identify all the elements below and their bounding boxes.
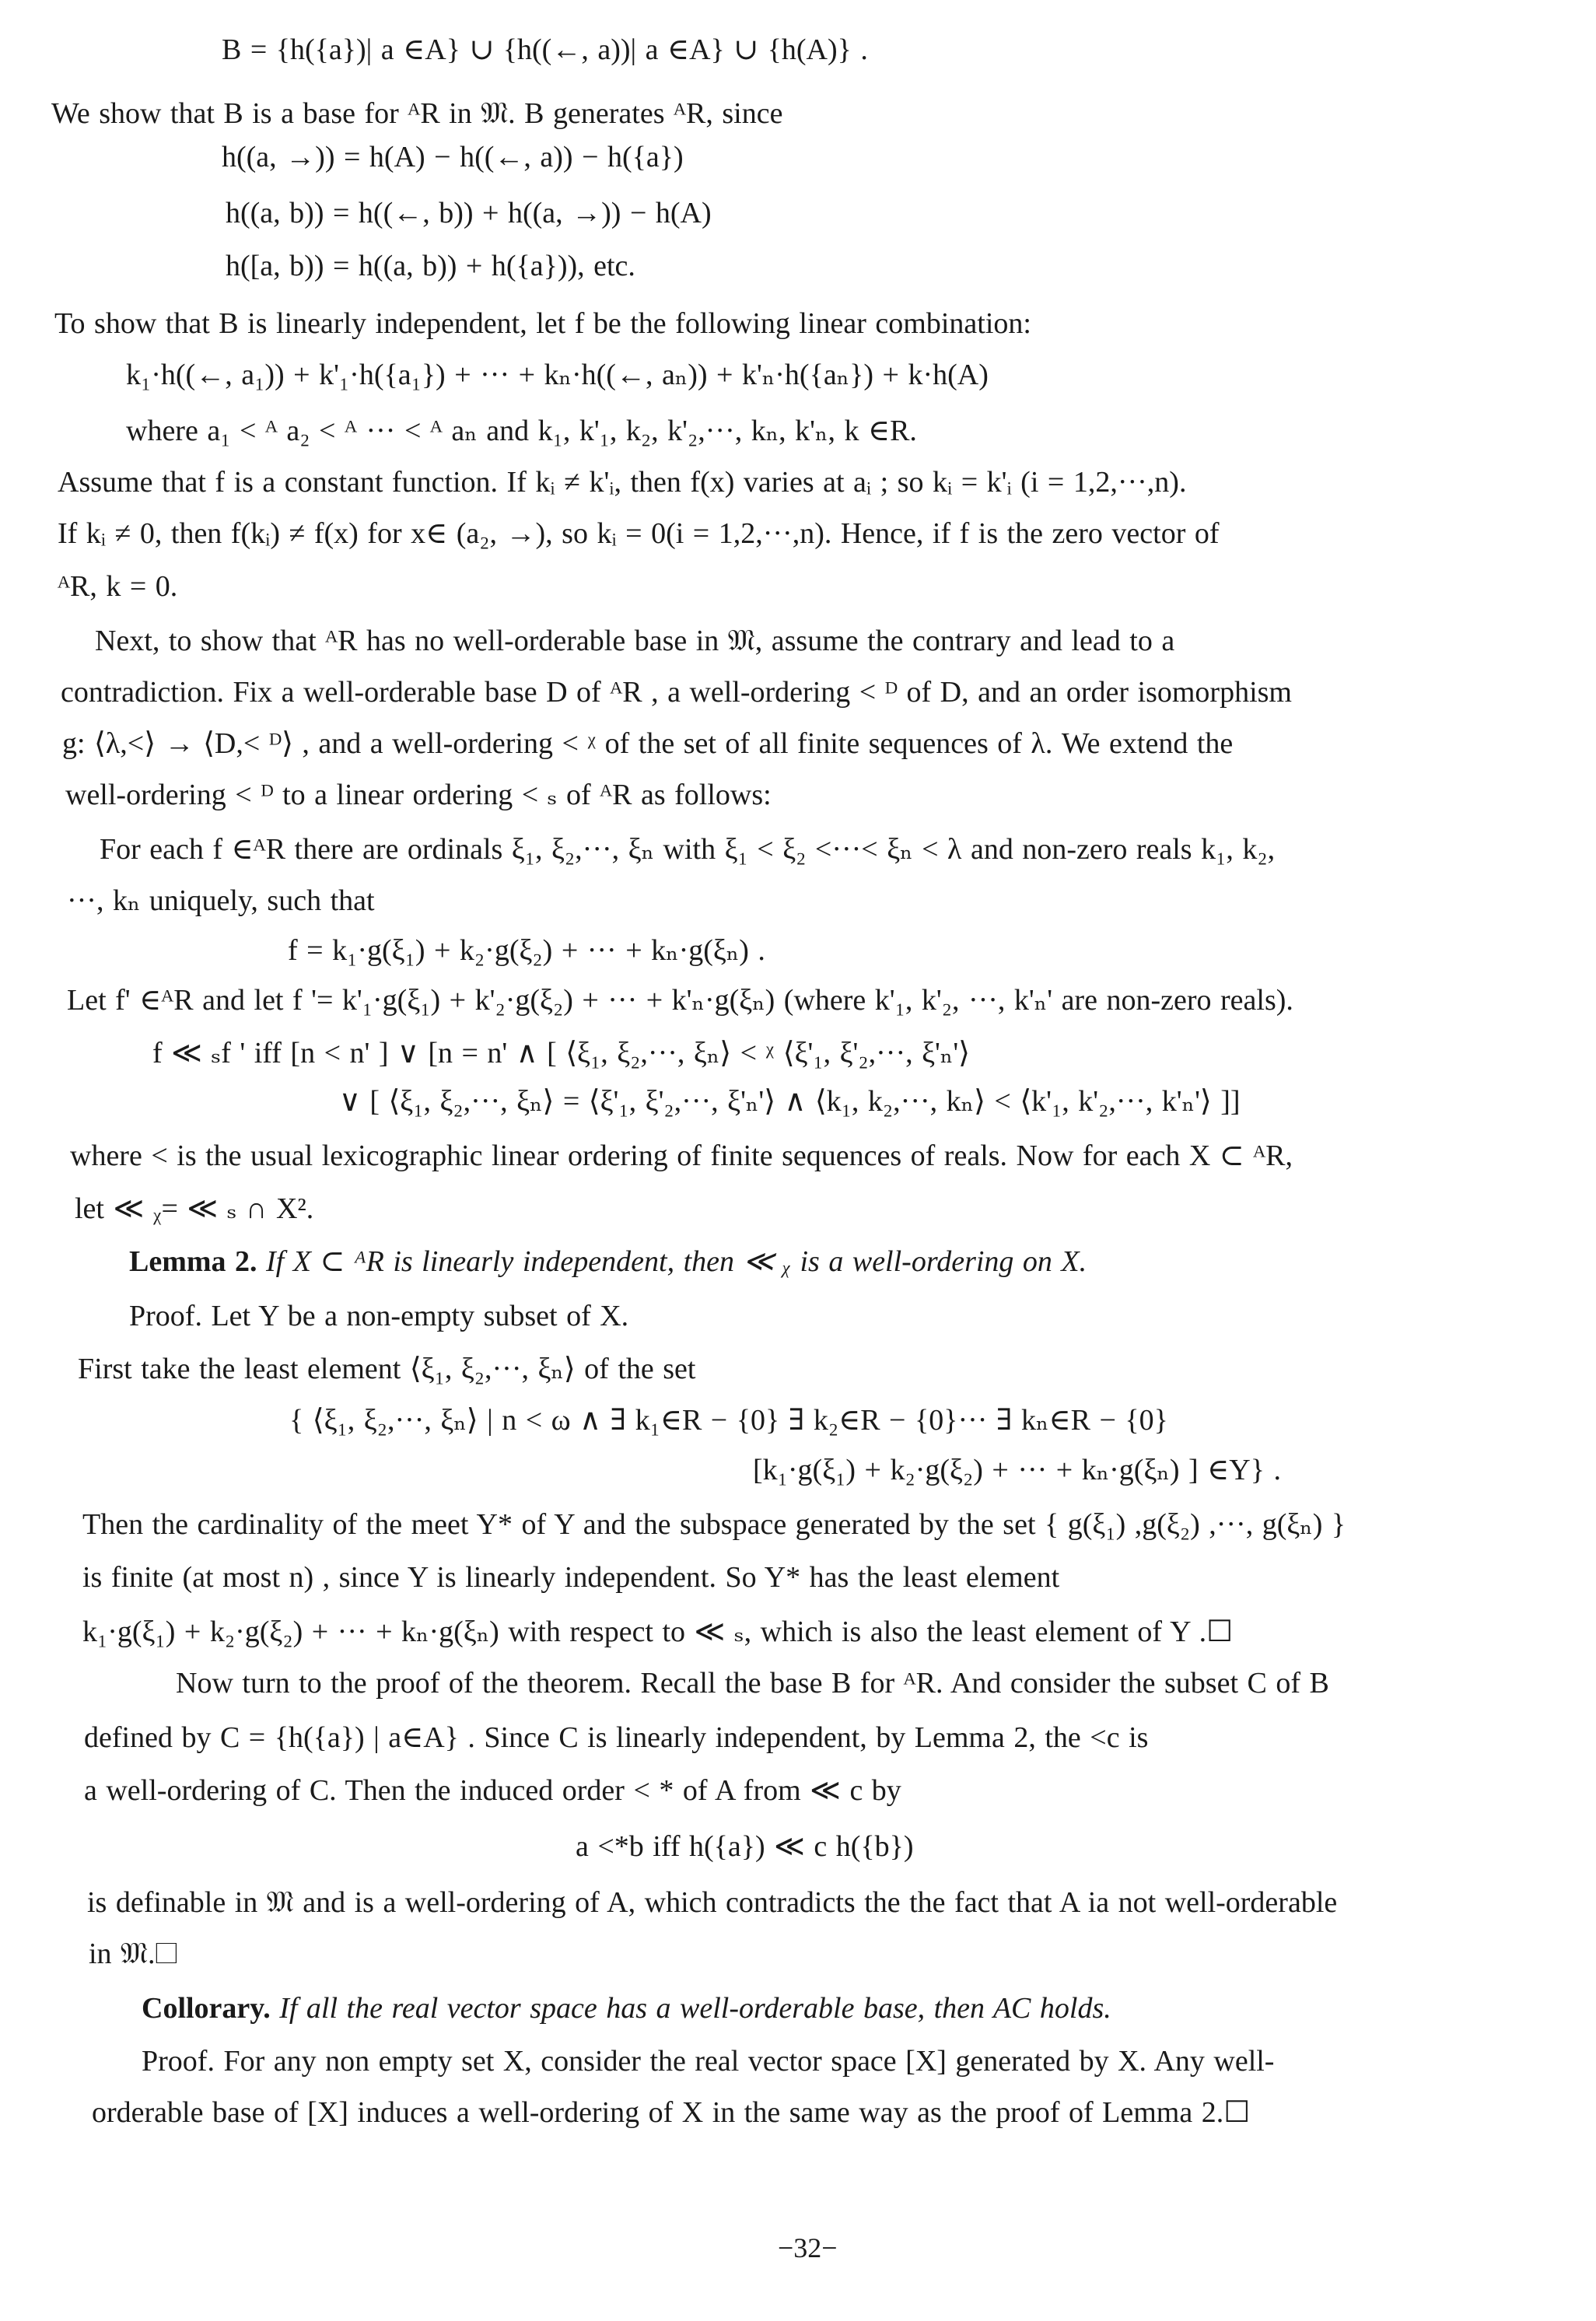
corollary: Collorary. If all the real vector space has a well-orderable base, then AC holds. <box>142 1992 1111 2025</box>
text-line: Now turn to the proof of the theorem. Recall the base B for ᴬR. And consider the subset C of B <box>176 1667 1329 1700</box>
corollary-label: Collorary. <box>142 1992 271 2025</box>
text-line: ᴬR, k = 0. <box>58 570 178 603</box>
equation-ordering: f ≪ ₛf ' iff [n < n' ] ∨ [n = n' ∧ [ ⟨ξ₁, ξ₂,···, ξₙ⟩ < ᵡ ⟨ξ'₁, ξ'₂,···, ξ'ₙ'⟩ <box>152 1037 970 1069</box>
equation-ordering: ∨ [ ⟨ξ₁, ξ₂,···, ξₙ⟩ = ⟨ξ'₁, ξ'₂,···, ξ'ₙ'⟩ ∧ ⟨k₁, k₂,···, kₙ⟩ < ⟨k'₁, k'₂,···, k'ₙ'⟩ ]] <box>339 1085 1241 1118</box>
equation-f: f = k₁·g(ξ₁) + k₂·g(ξ₂) + ··· + kₙ·g(ξₙ) . <box>288 934 765 967</box>
text-line: g: ⟨λ,<⟩ → ⟨D,< ᴰ⟩ , and a well-ordering < ᵡ of the set of all finite sequences of λ. We extend the <box>62 727 1234 760</box>
equation-set: [k₁·g(ξ₁) + k₂·g(ξ₂) + ··· + kₙ·g(ξₙ) ] ∈Y} . <box>753 1454 1281 1486</box>
text-line: well-ordering < ᴰ to a linear ordering < ₛ of ᴬR as follows: <box>65 779 772 811</box>
text-line: Proof. Let Y be a non-empty subset of X. <box>129 1300 629 1332</box>
text-line: Let f' ∈ᴬR and let f '= k'₁·g(ξ₁) + k'₂·g(ξ₂) + ··· + k'ₙ·g(ξₙ) (where k'₁, k'₂, ···, k'ₙ' are non-zero reals). <box>67 984 1293 1017</box>
text-line: where < is the usual lexicographic linear ordering of finite sequences of reals. Now for each X ⊂ ᴬR, <box>70 1139 1293 1172</box>
equation-line: h((a, →)) = h(A) − h((←, a)) − h({a}) <box>222 141 684 173</box>
text-line: orderable base of [X] induces a well-ordering of X in the same way as the proof of Lemma 2.☐ <box>92 2096 1251 2129</box>
text-line: contradiction. Fix a well-orderable base D of ᴬR , a well-ordering < ᴰ of D, and an order isomorphism <box>61 676 1292 709</box>
text-line: where a₁ < ᴬ a₂ < ᴬ ··· < ᴬ aₙ and k₁, k'₁, k₂, k'₂,···, kₙ, k'ₙ, k ∈R. <box>126 415 917 447</box>
text-line: First take the least element ⟨ξ₁, ξ₂,···, ξₙ⟩ of the set <box>78 1353 696 1385</box>
equation-base-b: B = {h({a})| a ∈A} ∪ {h((←, a))| a ∈A} ∪ {h(A)} . <box>222 33 868 66</box>
page-number: −32− <box>778 2232 838 2263</box>
lemma-2: Lemma 2. If X ⊂ ᴬR is linearly independent, then ≪ ᵪ is a well-ordering on X. <box>129 1245 1087 1278</box>
text-line: Assume that f is a constant function. If kᵢ ≠ k'ᵢ, then f(x) varies at aᵢ ; so kᵢ = k'ᵢ (i = 1,2,···,n). <box>58 466 1187 499</box>
text-line: If kᵢ ≠ 0, then f(kᵢ) ≠ f(x) for x∈ (a₂, →), so kᵢ = 0(i = 1,2,···,n). Hence, if f is the zero vector of <box>58 517 1220 550</box>
text-line: k₁·g(ξ₁) + k₂·g(ξ₂) + ··· + kₙ·g(ξₙ) with respect to ≪ ₛ, which is also the least element of Y .☐ <box>82 1616 1234 1648</box>
text-line: in 𝔐.☐ <box>89 1938 178 1970</box>
text-line: a well-ordering of C. Then the induced order < * of A from ≪ c by <box>84 1774 901 1807</box>
text-line: To show that B is linearly independent, let f be the following linear combination: <box>54 307 1031 340</box>
text-line: For each f ∈ᴬR there are ordinals ξ₁, ξ₂,···, ξₙ with ξ₁ < ξ₂ <···< ξₙ < λ and non-zero reals k₁, k₂, <box>100 833 1276 866</box>
equation-induced-order: a <*b iff h({a}) ≪ c h({b}) <box>576 1830 914 1863</box>
text-line: ···, kₙ uniquely, such that <box>67 884 375 917</box>
text-line: Then the cardinality of the meet Y* of Y and the subspace generated by the set { g(ξ₁) ,g(ξ₂) ,···, g(ξₙ) } <box>82 1508 1346 1541</box>
equation-set: { ⟨ξ₁, ξ₂,···, ξₙ⟩ | n < ω ∧ ∃ k₁∈R − {0} ∃ k₂∈R − {0}··· ∃ kₙ∈R − {0} <box>289 1404 1168 1437</box>
text-line: Next, to show that ᴬR has no well-orderable base in 𝔐, assume the contrary and lead to a <box>95 625 1175 657</box>
text-line: is finite (at most n) , since Y is linearly independent. So Y* has the least element <box>82 1561 1060 1594</box>
text-line: defined by C = {h({a}) | a∈A} . Since C is linearly independent, by Lemma 2, the <c is <box>84 1721 1149 1754</box>
text-line: Proof. For any non empty set X, consider the real vector space [X] generated by X. Any well- <box>142 2045 1275 2078</box>
equation-line: h([a, b)) = h((a, b)) + h({a})), etc. <box>226 250 635 282</box>
equation-linear-combination: k₁·h((←, a₁)) + k'₁·h({a₁}) + ··· + kₙ·h((←, aₙ)) + k'ₙ·h({aₙ}) + k·h(A) <box>126 359 989 391</box>
lemma-label: Lemma 2. <box>129 1245 257 1278</box>
text-line: let ≪ ᵪ= ≪ ₛ ∩ X². <box>75 1192 314 1225</box>
text-line: We show that B is a base for ᴬR in 𝔐. B generates ᴬR, since <box>51 97 783 130</box>
equation-line: h((a, b)) = h((←, b)) + h((a, →)) − h(A) <box>226 197 712 229</box>
text-line: is definable in 𝔐 and is a well-ordering of A, which contradicts the the fact that A ia not well-orderable <box>87 1886 1338 1919</box>
